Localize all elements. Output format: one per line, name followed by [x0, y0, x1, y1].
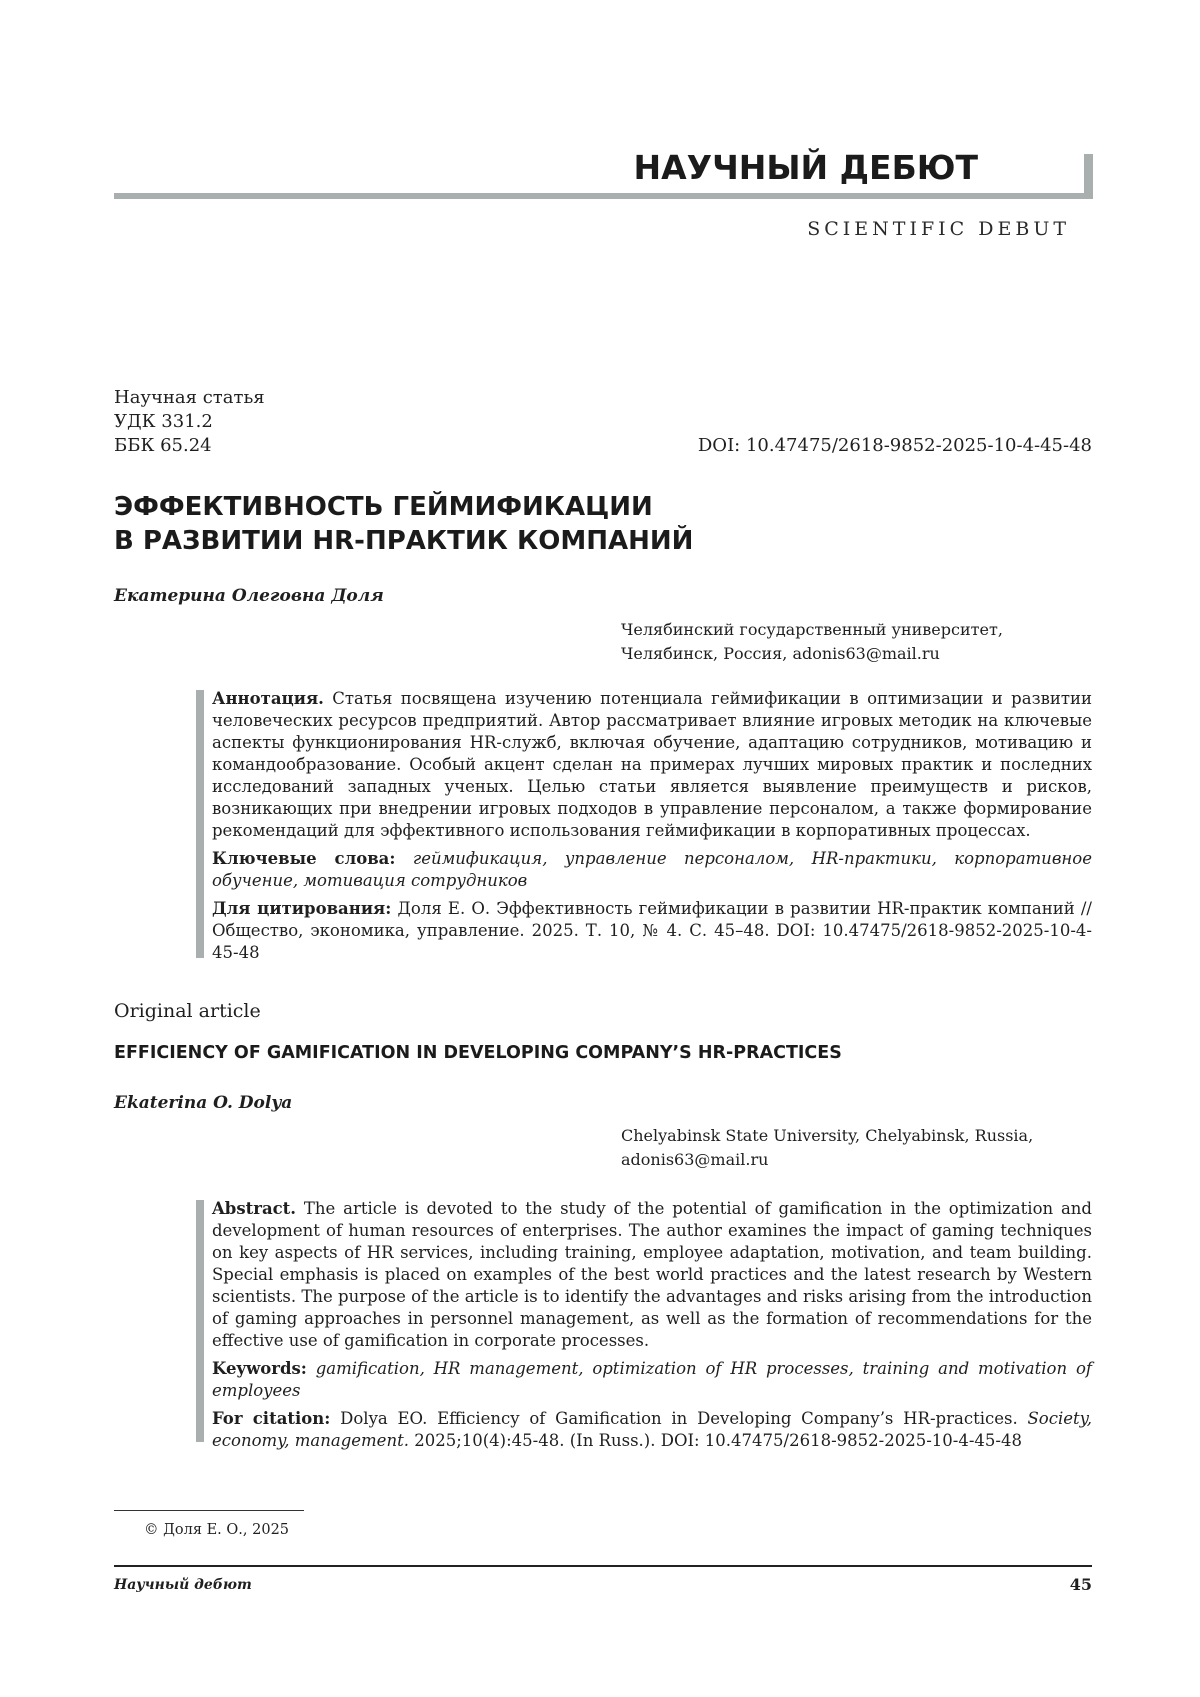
abstract-en	[212, 1198, 1092, 1352]
footer-journal-section: Научный дебют	[114, 1577, 252, 1593]
affiliation-ru	[621, 618, 1003, 666]
keywords-en-label: Keywords:	[212, 1359, 307, 1378]
udk-code: УДК 331.2	[114, 411, 213, 432]
abstract-en-label: Abstract.	[212, 1199, 297, 1218]
citation-en-text-2: 2025;10(4):45-48. (In Russ.). DOI: 10.47475/2618-9852-2025-10-4-45-48	[414, 1431, 1022, 1450]
abstract-ru	[212, 688, 1092, 842]
section-title: НАУЧНЫЙ ДЕБЮТ	[633, 148, 978, 187]
keywords-en	[212, 1358, 1092, 1402]
citation-en-label: For citation:	[212, 1409, 331, 1428]
doi: DOI: 10.47475/2618-9852-2025-10-4-45-48	[697, 435, 1092, 456]
article-title-ru	[114, 490, 693, 558]
citation-en-text-1: Dolya EO. Efficiency of Gamification in Developing Company’s HR-practices.	[340, 1409, 1018, 1428]
keywords-ru-label: Ключевые слова:	[212, 849, 396, 868]
abstract-en-text: The article is devoted to the study of the potential of gamification in the optimization and development of human resources of enterprises. The author examines the impact of gaming techniques on key aspects of HR services, including training, employee adaptation, motivation, and team building. Special emphasis is placed on examples of the best world practices and the latest research by Western scientists. The purpose of the article is to identify the advantages and risks arising from the introduction of gaming approaches in personnel management, as well as the formation of recommendations for the effective use of gamification in corporate processes.	[212, 1199, 1092, 1350]
citation-ru	[212, 898, 1092, 964]
article-type-en: Original article	[114, 1000, 261, 1022]
citation-en-journal: Society, economy, management.	[212, 1409, 1092, 1450]
author-ru: Екатерина Олеговна Доля	[114, 586, 384, 606]
affiliation-en-line-2: adonis63@mail.ru	[621, 1150, 769, 1169]
abstract-block-ru	[196, 688, 1092, 970]
title-ru-line-2: В РАЗВИТИИ HR-ПРАКТИК КОМПАНИЙ	[114, 526, 694, 556]
article-type: Научная статья	[114, 387, 265, 408]
page-number: 45	[1069, 1575, 1092, 1594]
citation-ru-text: Доля Е. О. Эффективность геймификации в развитии HR-практик компаний // Общество, экономика, управление. 2025. Т. 10, № 4. С. 45–48. DOI: 10.47475/2618-9852-2025-10-4-45-48	[212, 899, 1092, 962]
author-en: Ekaterina O. Dolya	[114, 1093, 293, 1113]
affiliation-en-line-1: Chelyabinsk State University, Chelyabinsk, Russia,	[621, 1126, 1034, 1145]
title-ru-line-1: ЭФФЕКТИВНОСТЬ ГЕЙМИФИКАЦИИ	[114, 492, 653, 522]
copyright-footnote: © Доля Е. О., 2025	[144, 1522, 290, 1538]
bbk-code: ББК 65.24	[114, 435, 212, 456]
citation-ru-label: Для цитирования:	[212, 899, 392, 918]
affiliation-ru-line-1: Челябинский государственный университет,	[621, 620, 1003, 639]
citation-en	[212, 1408, 1092, 1452]
footer-rule	[114, 1565, 1092, 1567]
keywords-ru-text: геймификация, управление персоналом, HR-практики, корпоративное обучение, мотивация сотрудников	[212, 849, 1092, 890]
abstract-ru-text: Статья посвящена изучению потенциала геймификации в оптимизации и развитии человеческих ресурсов предприятий. Автор рассматривает влияние игровых методик на ключевые аспекты функционирования HR-служб, включая обучение, адаптацию сотрудников, мотивацию и командообразование. Особый акцент сделан на примерах лучших мировых практик и последних исследований западных ученых. Целью статьи является выявление преимуществ и рисков, возникающих при внедрении игровых подходов в управление персоналом, а также формирование рекомендаций для эффективного использования геймификации в корпоративных процессах.	[212, 689, 1092, 840]
abstract-block-en	[196, 1198, 1092, 1458]
section-rule	[114, 193, 1084, 199]
abstract-ru-label: Аннотация.	[212, 689, 324, 708]
keywords-ru	[212, 848, 1092, 892]
keywords-en-text: gamification, HR management, optimization of HR processes, training and motivation of employees	[212, 1359, 1092, 1400]
affiliation-ru-line-2: Челябинск, Россия, adonis63@mail.ru	[621, 644, 940, 663]
section-title-bar	[1084, 154, 1093, 199]
footnote-rule	[114, 1510, 304, 1511]
section-subtitle: SCIENTIFIC DEBUT	[807, 218, 1070, 240]
article-title-en: EFFICIENCY OF GAMIFICATION IN DEVELOPING COMPANY’S HR-PRACTICES	[114, 1043, 842, 1063]
affiliation-en	[621, 1124, 1033, 1172]
